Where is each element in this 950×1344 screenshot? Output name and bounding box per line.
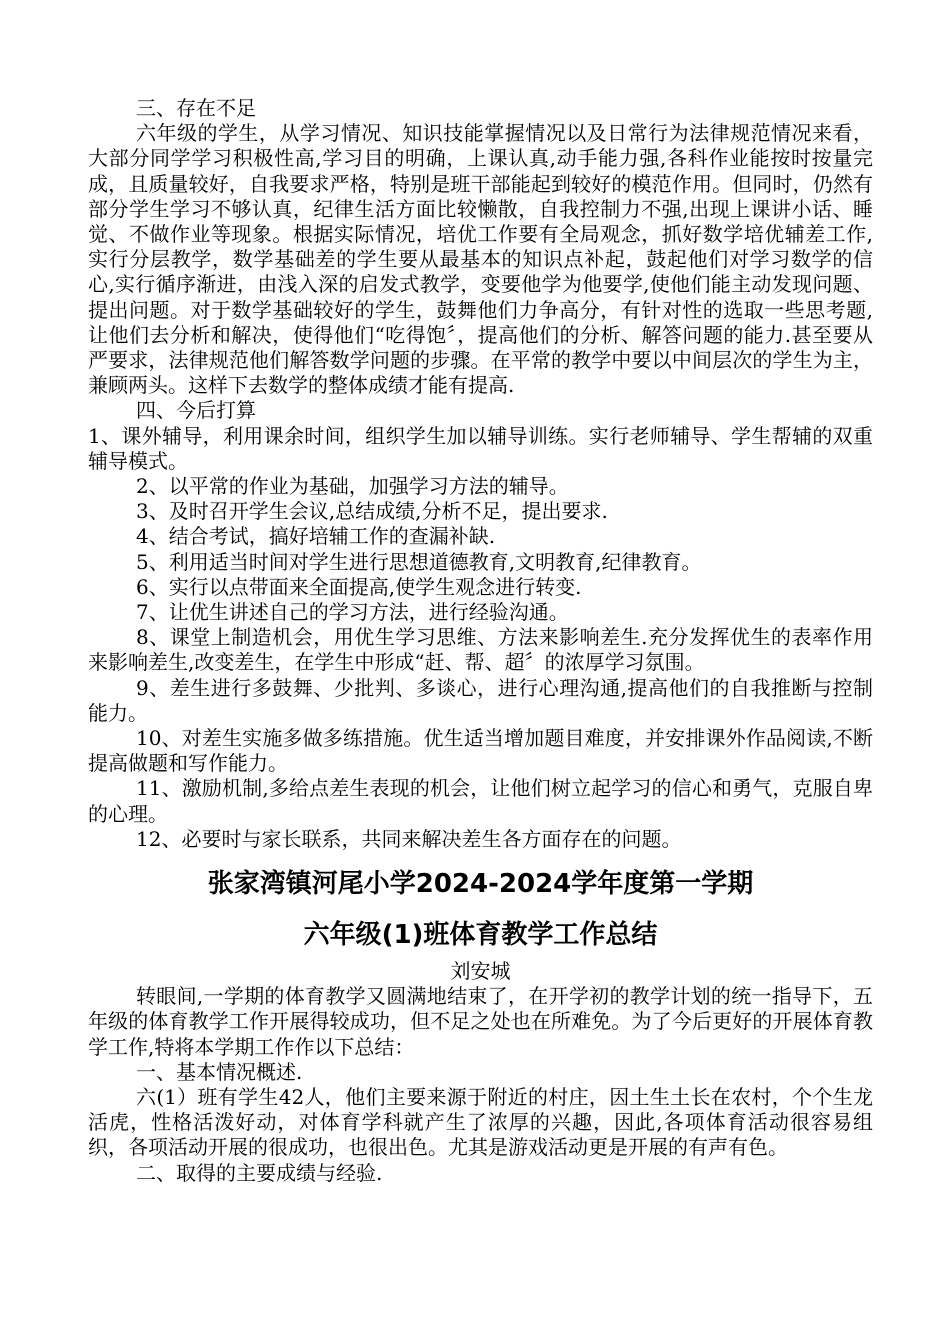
plan-item: 3、及时召开学生会议,总结成绩,分析不足，提出要求.: [136, 499, 608, 524]
plan-item: 10、对差生实施多做多练措施。优生适当增加题目难度，并安排课外作品阅读,不断提高做题和写作能力。: [88, 726, 873, 776]
author-name: 刘安城: [450, 959, 511, 984]
plan-item: 1、课外辅导，利用课余时间，组织学生加以辅导训练。实行老师辅导、学生帮辅的双重辅导模式。: [88, 423, 873, 473]
plan-item: 5、利用适当时间对学生进行思想道德教育,文明教育,纪律教育。: [136, 549, 702, 574]
plan-item: 7、让优生讲述自己的学习方法，进行经验沟通。: [136, 600, 569, 625]
section-3-body: 六年级的学生，从学习情况、知识技能掌握情况以及日常行为法律规范情况来看，大部分同学学习积极性高,学习目的明确，上课认真,动手能力强,各科作业能按时按量完成，且质量较好，自我要求严格，特别是班干部能起到较好的模范作用。但同时，仍然有部分学生学习不够认真，纪律生活方面比较懒散，自我控制力不强,出现上课讲小话、睡觉、不做作业等现象。根据实际情况，培优工作要有全局观念，抓好数学培优辅差工作,实行分层教学，数学基础差的学生要从最基本的知识点补起，鼓起他们对学习数学的信心,实行循序渐进，由浅入深的启发式教学，变要他学为他要学,使他们能主动发现问题、提出问题。对于数学基础较好的学生，鼓舞他们力争高分，有针对性的选取一些思考题,让他们去分析和解决，使得他们“吃得饱〞，提高他们的分析、解答问题的能力.甚至要从严要求，法律规范他们解答数学问题的步骤。在平常的教学中要以中间层次的学生为主，兼顾两头。这样下去数学的整体成绩才能有提高.: [88, 121, 873, 398]
section-2-heading: 二、取得的主要成绩与经验.: [136, 1160, 383, 1185]
plan-item: 12、必要时与家长联系，共同来解决差生各方面存在的问题。: [136, 826, 682, 851]
section-3-heading: 三、存在不足: [136, 96, 256, 120]
plan-item: 4、结合考试，搞好培辅工作的查漏补缺.: [136, 524, 496, 549]
document-title-line-1: 张家湾镇河尾小学2024-2024学年度第一学期: [207, 869, 754, 900]
section-4-heading: 四、今后打算: [136, 398, 256, 423]
section-1-heading: 一、基本情况概述.: [136, 1059, 303, 1084]
document-title-line-2: 六年级(1)班体育教学工作总结: [303, 920, 658, 951]
document-page: [88, 96, 873, 1186]
plan-item: 8、课堂上制造机会，用优生学习思维、方法来影响差生.充分发挥优生的表率作用来影响差生,改变差生，在学生中形成“赶、帮、超〞的浓厚学习氛围。: [88, 625, 873, 675]
intro-paragraph: 转眼间,一学期的体育教学又圆满地结束了，在开学初的教学计划的统一指导下，五年级的体育教学工作开展得较成功，但不足之处也在所难免。为了今后更好的开展体育教学工作,特将本学期工作作以下总结：: [88, 984, 873, 1059]
plan-item: 9、差生进行多鼓舞、少批判、多谈心，进行心理沟通,提高他们的自我推断与控制能力。: [88, 675, 873, 725]
plan-item: 6、实行以点带面来全面提高,使学生观念进行转变.: [136, 574, 582, 599]
plan-item: 2、以平常的作业为基础，加强学习方法的辅导。: [136, 474, 569, 499]
plan-item: 11、激励机制,多给点差生表现的机会，让他们树立起学习的信心和勇气，克服自卑的心理。: [88, 776, 873, 826]
section-1-body: 六(1）班有学生42人，他们主要来源于附近的村庄，因土生土长在农村，个个生龙活虎，性格活泼好动，对体育学科就产生了浓厚的兴趣，因此,各项体育活动很容易组织，各项活动开展的很成功，也很出色。尤其是游戏活动更是开展的有声有色。: [88, 1084, 873, 1160]
